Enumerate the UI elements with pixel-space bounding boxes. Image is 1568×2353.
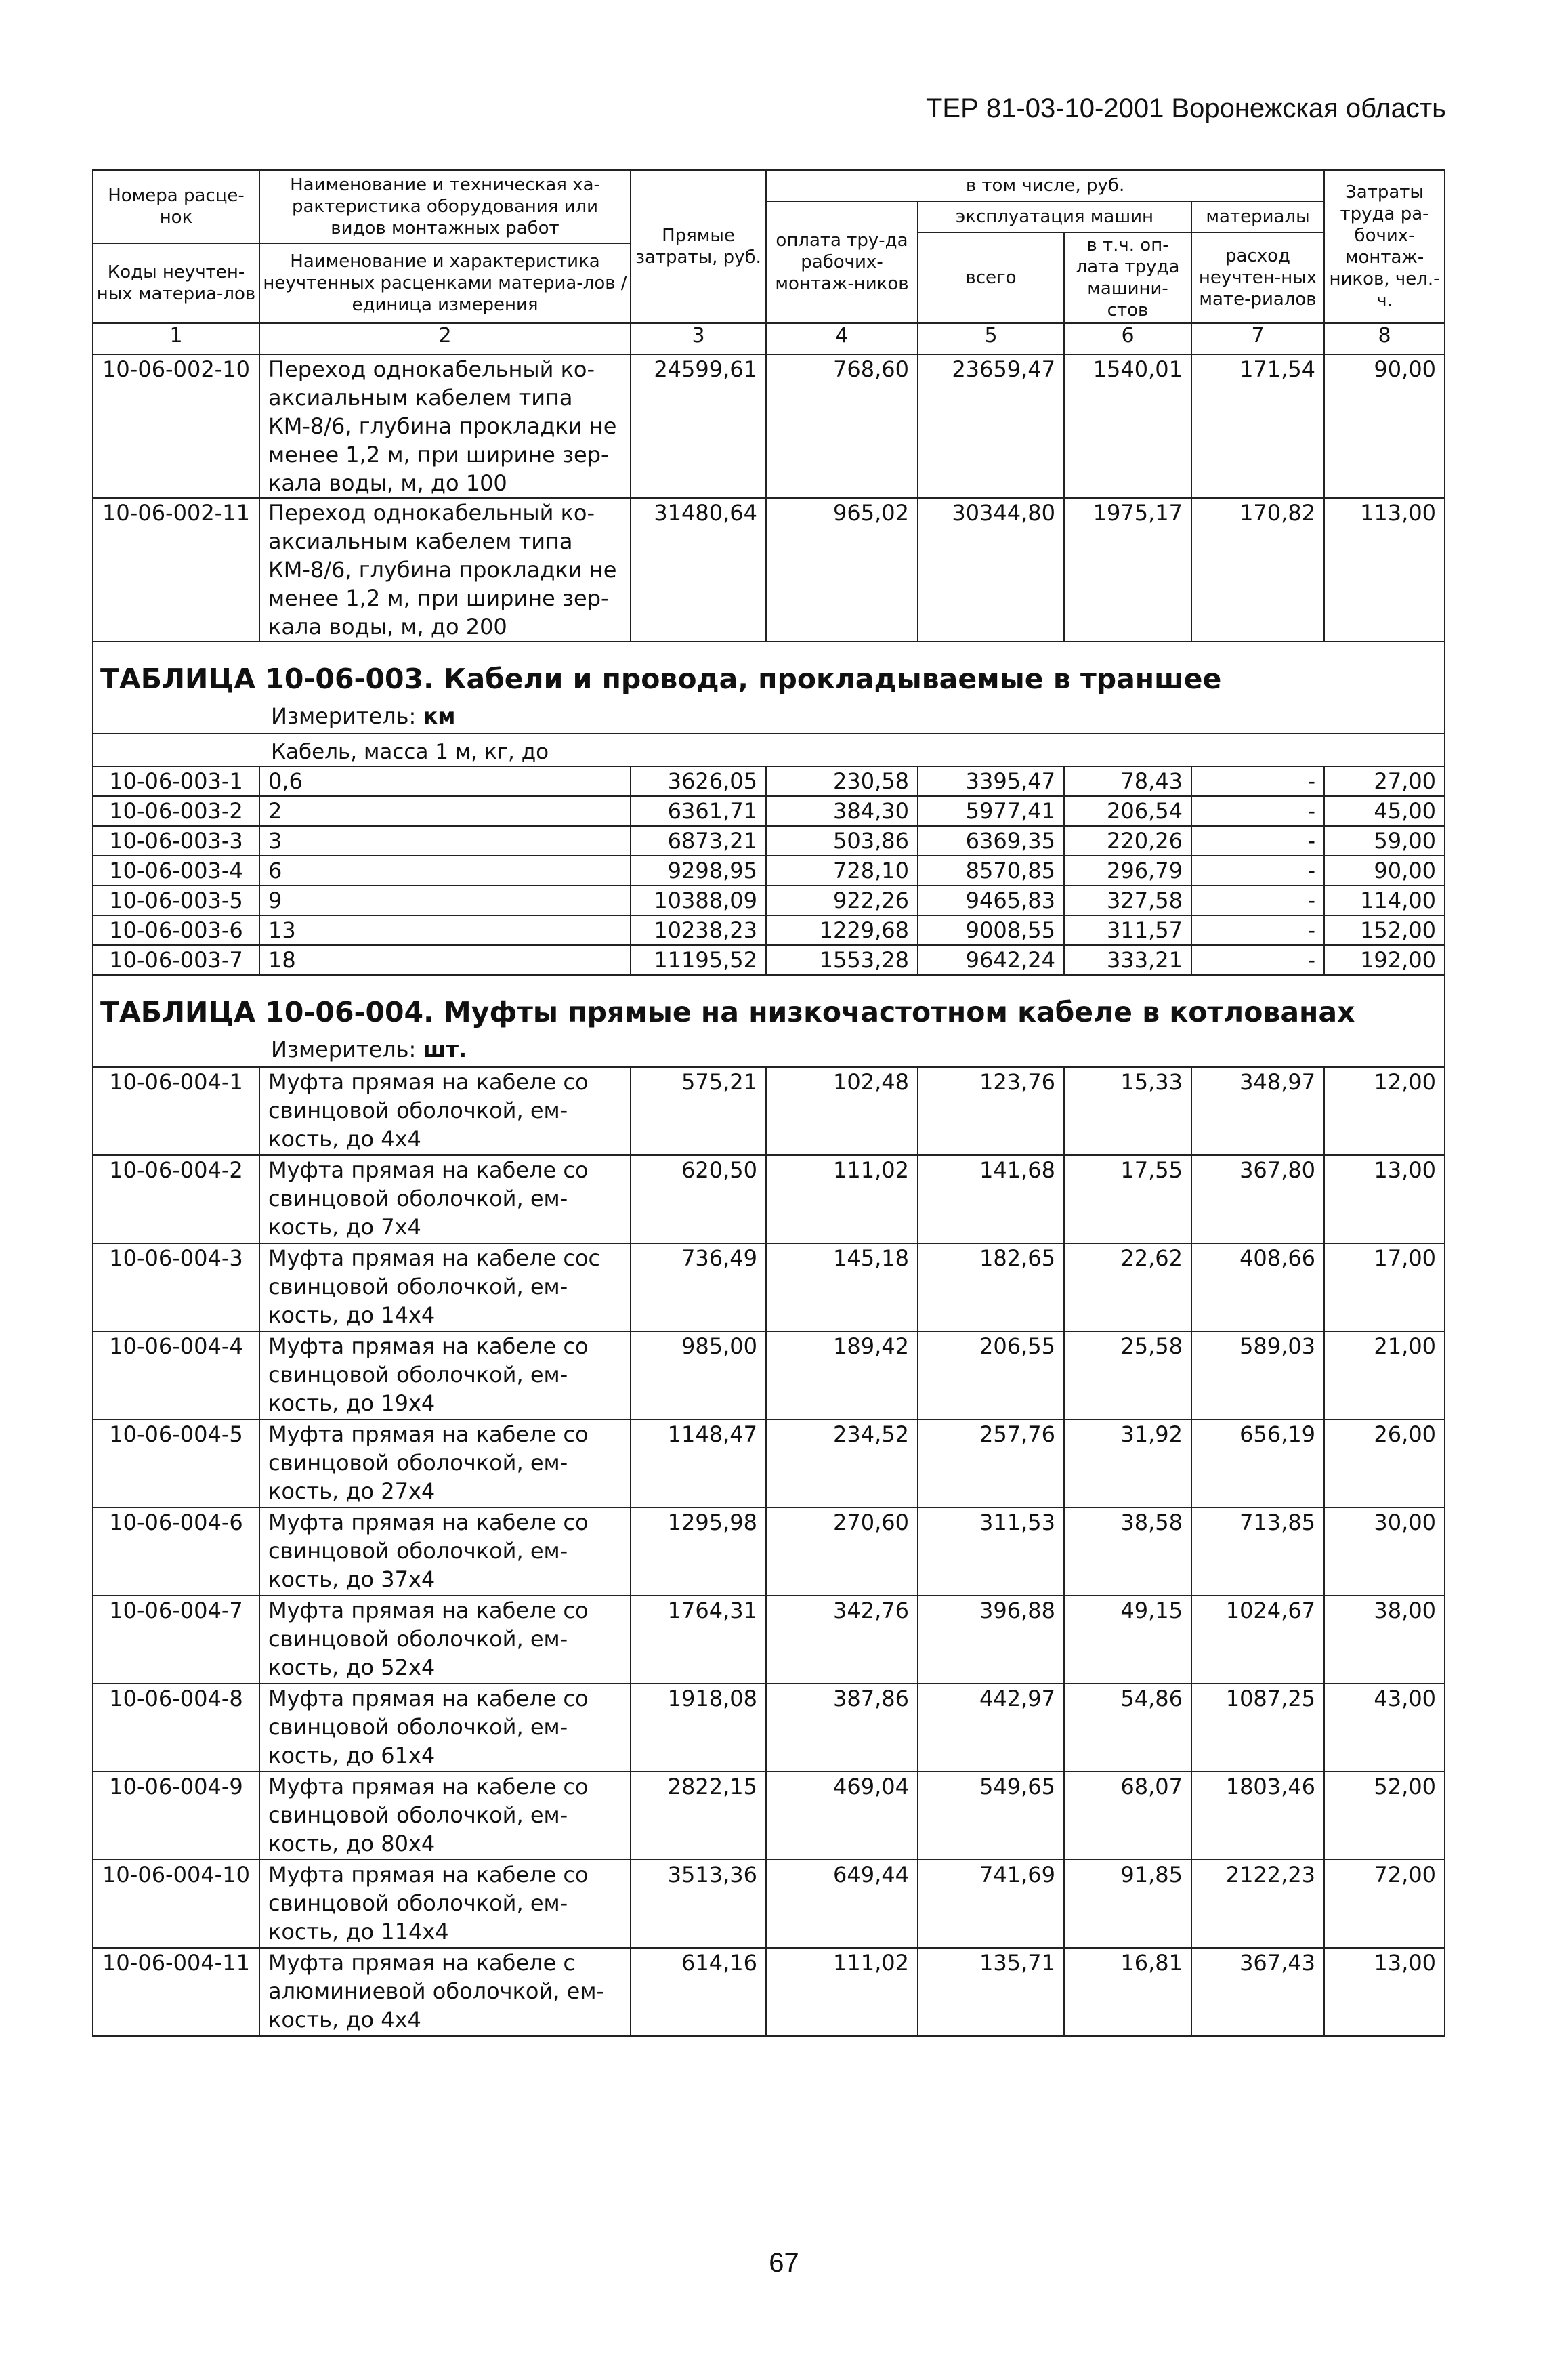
value-c4: 189,42 bbox=[766, 1331, 918, 1419]
col-number: 4 bbox=[766, 323, 918, 354]
rate-code: 10-06-004-3 bbox=[93, 1243, 259, 1331]
header-materials-use: расход неучтен-ных мате-риалов bbox=[1191, 232, 1324, 323]
table-row bbox=[93, 1948, 1445, 2036]
header-incl-group: в том числе, руб. bbox=[766, 170, 1324, 201]
rate-code: 10-06-004-5 bbox=[93, 1419, 259, 1507]
value-c5: 6369,35 bbox=[918, 826, 1064, 856]
work-name: Муфта прямая на кабеле со свинцовой оболочкой, ем-кость, до 27х4 bbox=[259, 1419, 631, 1507]
value-c6: 25,58 bbox=[1064, 1331, 1191, 1419]
header-material-codes: Коды неучтен-ных материа-лов bbox=[93, 243, 259, 323]
value-c4: 384,30 bbox=[766, 796, 918, 826]
col-number: 5 bbox=[918, 323, 1064, 354]
value-c6: 68,07 bbox=[1064, 1772, 1191, 1860]
work-name: Переход однокабельный ко-аксиальным кабелем типа КМ-8/6, глубина прокладки не менее 1,2 м, при ширине зер-кала воды, м, до 100 bbox=[259, 354, 631, 498]
col-number: 8 bbox=[1324, 323, 1445, 354]
table-row bbox=[93, 1331, 1445, 1419]
value-c5: 23659,47 bbox=[918, 354, 1064, 498]
page-number: 67 bbox=[769, 2248, 799, 2278]
value-c5: 135,71 bbox=[918, 1948, 1064, 2036]
value-c3: 3626,05 bbox=[631, 766, 766, 796]
col-number: 7 bbox=[1191, 323, 1324, 354]
work-name: Муфта прямая на кабеле со свинцовой оболочкой, ем-кость, до 80х4 bbox=[259, 1772, 631, 1860]
unit-value: км bbox=[423, 703, 456, 729]
value-c8: 72,00 bbox=[1324, 1860, 1445, 1948]
work-name: Муфта прямая на кабеле с алюминиевой оболочкой, ем-кость, до 4х4 bbox=[259, 1948, 631, 2036]
unit-label: Измеритель: bbox=[271, 1037, 417, 1062]
rate-code: 10-06-003-3 bbox=[93, 826, 259, 856]
value-c6: 220,26 bbox=[1064, 826, 1191, 856]
value-c7: 367,80 bbox=[1191, 1155, 1324, 1243]
rate-code: 10-06-002-11 bbox=[93, 498, 259, 642]
value-c7: 367,43 bbox=[1191, 1948, 1324, 2036]
value-c4: 387,86 bbox=[766, 1684, 918, 1772]
value-c3: 11195,52 bbox=[631, 945, 766, 975]
value-c5: 9008,55 bbox=[918, 915, 1064, 945]
value-c7: 1087,25 bbox=[1191, 1684, 1324, 1772]
value-c7: 2122,23 bbox=[1191, 1860, 1324, 1948]
rate-code: 10-06-003-5 bbox=[93, 886, 259, 915]
header-workers-pay: оплата тру-да рабочих-монтаж-ников bbox=[766, 201, 918, 323]
value-c7: - bbox=[1191, 886, 1324, 915]
value-c3: 6361,71 bbox=[631, 796, 766, 826]
value-c6: 15,33 bbox=[1064, 1067, 1191, 1155]
value-c8: 13,00 bbox=[1324, 1155, 1445, 1243]
value-c8: 52,00 bbox=[1324, 1772, 1445, 1860]
value-c5: 741,69 bbox=[918, 1860, 1064, 1948]
table-row bbox=[93, 1596, 1445, 1684]
value-c8: 13,00 bbox=[1324, 1948, 1445, 2036]
work-name: Муфта прямая на кабеле сос свинцовой оболочкой, ем-кость, до 14х4 bbox=[259, 1243, 631, 1331]
value-c5: 8570,85 bbox=[918, 856, 1064, 886]
value-c7: - bbox=[1191, 826, 1324, 856]
value-c7: 348,97 bbox=[1191, 1067, 1324, 1155]
work-name: Муфта прямая на кабеле со свинцовой оболочкой, ем-кость, до 37х4 bbox=[259, 1507, 631, 1596]
col-number: 2 bbox=[259, 323, 631, 354]
table-row bbox=[93, 1772, 1445, 1860]
value-c3: 985,00 bbox=[631, 1331, 766, 1419]
rates-table bbox=[92, 169, 1445, 2037]
work-name: 9 bbox=[259, 886, 631, 915]
table-title: ТАБЛИЦА 10-06-004. Муфты прямые на низкочастотном кабеле в котлованах bbox=[93, 975, 1445, 1033]
value-c6: 17,55 bbox=[1064, 1155, 1191, 1243]
value-c8: 26,00 bbox=[1324, 1419, 1445, 1507]
value-c4: 234,52 bbox=[766, 1419, 918, 1507]
value-c6: 327,58 bbox=[1064, 886, 1191, 915]
table-row bbox=[93, 796, 1445, 826]
header-name-cell: Наименование и техническая ха-рактеристика оборудования или видов монтажных работ bbox=[259, 170, 631, 243]
header-machines-group: эксплуатация машин bbox=[918, 201, 1191, 232]
value-c7: 170,82 bbox=[1191, 498, 1324, 642]
col-number: 3 bbox=[631, 323, 766, 354]
header-machines-total: всего bbox=[918, 232, 1064, 323]
unit-label: Измеритель: bbox=[271, 703, 417, 729]
value-c7: 408,66 bbox=[1191, 1243, 1324, 1331]
col-number: 1 bbox=[93, 323, 259, 354]
value-c4: 111,02 bbox=[766, 1948, 918, 2036]
work-name: 2 bbox=[259, 796, 631, 826]
value-c4: 728,10 bbox=[766, 856, 918, 886]
value-c3: 614,16 bbox=[631, 1948, 766, 2036]
value-c6: 31,92 bbox=[1064, 1419, 1191, 1507]
work-name: Муфта прямая на кабеле со свинцовой оболочкой, ем-кость, до 4х4 bbox=[259, 1067, 631, 1155]
value-c3: 1148,47 bbox=[631, 1419, 766, 1507]
table-row bbox=[93, 354, 1445, 498]
value-c6: 91,85 bbox=[1064, 1860, 1191, 1948]
value-c7: 1803,46 bbox=[1191, 1772, 1324, 1860]
value-c5: 9465,83 bbox=[918, 886, 1064, 915]
value-c8: 45,00 bbox=[1324, 796, 1445, 826]
table-row bbox=[93, 1419, 1445, 1507]
rate-code: 10-06-004-6 bbox=[93, 1507, 259, 1596]
value-c8: 21,00 bbox=[1324, 1331, 1445, 1419]
value-c4: 768,60 bbox=[766, 354, 918, 498]
value-c5: 311,53 bbox=[918, 1507, 1064, 1596]
value-c5: 442,97 bbox=[918, 1684, 1064, 1772]
value-c6: 78,43 bbox=[1064, 766, 1191, 796]
value-c8: 12,00 bbox=[1324, 1067, 1445, 1155]
table-row bbox=[93, 766, 1445, 796]
value-c8: 38,00 bbox=[1324, 1596, 1445, 1684]
value-c8: 30,00 bbox=[1324, 1507, 1445, 1596]
value-c3: 24599,61 bbox=[631, 354, 766, 498]
value-c6: 1975,17 bbox=[1064, 498, 1191, 642]
work-name: Муфта прямая на кабеле со свинцовой оболочкой, ем-кость, до 114х4 bbox=[259, 1860, 631, 1948]
value-c6: 22,62 bbox=[1064, 1243, 1191, 1331]
value-c4: 145,18 bbox=[766, 1243, 918, 1331]
rate-code: 10-06-004-2 bbox=[93, 1155, 259, 1243]
work-name: 0,6 bbox=[259, 766, 631, 796]
value-c6: 16,81 bbox=[1064, 1948, 1191, 2036]
value-c7: 1024,67 bbox=[1191, 1596, 1324, 1684]
value-c5: 123,76 bbox=[918, 1067, 1064, 1155]
value-c5: 141,68 bbox=[918, 1155, 1064, 1243]
work-name: Муфта прямая на кабеле со свинцовой оболочкой, ем-кость, до 19х4 bbox=[259, 1331, 631, 1419]
header-labor-hours: Затраты труда ра-бочих-монтаж-ников, чел.-ч. bbox=[1324, 170, 1445, 323]
table-row bbox=[93, 1243, 1445, 1331]
rate-code: 10-06-003-6 bbox=[93, 915, 259, 945]
table-row bbox=[93, 915, 1445, 945]
value-c8: 152,00 bbox=[1324, 915, 1445, 945]
value-c3: 2822,15 bbox=[631, 1772, 766, 1860]
work-name: Муфта прямая на кабеле со свинцовой оболочкой, ем-кость, до 7х4 bbox=[259, 1155, 631, 1243]
table-row bbox=[93, 1860, 1445, 1948]
unit-line bbox=[93, 1033, 1445, 1067]
table-row bbox=[93, 856, 1445, 886]
work-name: 13 bbox=[259, 915, 631, 945]
value-c5: 396,88 bbox=[918, 1596, 1064, 1684]
rate-code: 10-06-003-2 bbox=[93, 796, 259, 826]
work-name: 18 bbox=[259, 945, 631, 975]
rate-code: 10-06-003-4 bbox=[93, 856, 259, 886]
value-c8: 17,00 bbox=[1324, 1243, 1445, 1331]
table-row bbox=[93, 1067, 1445, 1155]
value-c5: 206,55 bbox=[918, 1331, 1064, 1419]
value-c4: 503,86 bbox=[766, 826, 918, 856]
value-c4: 342,76 bbox=[766, 1596, 918, 1684]
header-machinists-pay: в т.ч. оп-лата труда машини-стов bbox=[1064, 232, 1191, 323]
rate-code: 10-06-003-1 bbox=[93, 766, 259, 796]
table-subtitle: Кабель, масса 1 м, кг, до bbox=[93, 734, 1445, 766]
value-c7: - bbox=[1191, 796, 1324, 826]
rate-code: 10-06-004-11 bbox=[93, 1948, 259, 2036]
value-c7: 589,03 bbox=[1191, 1331, 1324, 1419]
value-c8: 59,00 bbox=[1324, 826, 1445, 856]
value-c8: 27,00 bbox=[1324, 766, 1445, 796]
rate-code: 10-06-004-8 bbox=[93, 1684, 259, 1772]
table-row bbox=[93, 1155, 1445, 1243]
value-c3: 31480,64 bbox=[631, 498, 766, 642]
rate-code: 10-06-004-7 bbox=[93, 1596, 259, 1684]
table-row bbox=[93, 498, 1445, 642]
value-c5: 182,65 bbox=[918, 1243, 1064, 1331]
value-c6: 1540,01 bbox=[1064, 354, 1191, 498]
unit-value: шт. bbox=[423, 1037, 467, 1062]
rate-code: 10-06-003-7 bbox=[93, 945, 259, 975]
value-c6: 311,57 bbox=[1064, 915, 1191, 945]
work-name: 6 bbox=[259, 856, 631, 886]
value-c4: 965,02 bbox=[766, 498, 918, 642]
value-c8: 113,00 bbox=[1324, 498, 1445, 642]
work-name: 3 bbox=[259, 826, 631, 856]
rate-code: 10-06-002-10 bbox=[93, 354, 259, 498]
value-c8: 192,00 bbox=[1324, 945, 1445, 975]
value-c4: 922,26 bbox=[766, 886, 918, 915]
col-number: 6 bbox=[1064, 323, 1191, 354]
header-materials-group: материалы bbox=[1191, 201, 1324, 232]
value-c4: 102,48 bbox=[766, 1067, 918, 1155]
rate-code: 10-06-004-4 bbox=[93, 1331, 259, 1419]
value-c8: 90,00 bbox=[1324, 354, 1445, 498]
value-c7: - bbox=[1191, 766, 1324, 796]
value-c5: 5977,41 bbox=[918, 796, 1064, 826]
work-name: Муфта прямая на кабеле со свинцовой оболочкой, ем-кость, до 61х4 bbox=[259, 1684, 631, 1772]
table-row bbox=[93, 886, 1445, 915]
value-c4: 230,58 bbox=[766, 766, 918, 796]
value-c3: 1918,08 bbox=[631, 1684, 766, 1772]
unit-line bbox=[93, 699, 1445, 734]
value-c4: 111,02 bbox=[766, 1155, 918, 1243]
value-c4: 270,60 bbox=[766, 1507, 918, 1596]
work-name: Переход однокабельный ко-аксиальным кабелем типа КМ-8/6, глубина прокладки не менее 1,2 м, при ширине зер-кала воды, м, до 200 bbox=[259, 498, 631, 642]
value-c8: 90,00 bbox=[1324, 856, 1445, 886]
value-c7: 171,54 bbox=[1191, 354, 1324, 498]
table-row bbox=[93, 1684, 1445, 1772]
rate-code: 10-06-004-1 bbox=[93, 1067, 259, 1155]
value-c6: 296,79 bbox=[1064, 856, 1191, 886]
header-codes-cell: Номера расце-нок bbox=[93, 170, 259, 243]
header-direct-costs: Прямые затраты, руб. bbox=[631, 170, 766, 323]
value-c3: 620,50 bbox=[631, 1155, 766, 1243]
value-c3: 6873,21 bbox=[631, 826, 766, 856]
value-c8: 43,00 bbox=[1324, 1684, 1445, 1772]
value-c4: 1229,68 bbox=[766, 915, 918, 945]
table-row bbox=[93, 945, 1445, 975]
value-c4: 1553,28 bbox=[766, 945, 918, 975]
value-c4: 649,44 bbox=[766, 1860, 918, 1948]
value-c6: 38,58 bbox=[1064, 1507, 1191, 1596]
value-c4: 469,04 bbox=[766, 1772, 918, 1860]
value-c3: 575,21 bbox=[631, 1067, 766, 1155]
value-c5: 257,76 bbox=[918, 1419, 1064, 1507]
value-c3: 3513,36 bbox=[631, 1860, 766, 1948]
table-row bbox=[93, 826, 1445, 856]
value-c7: 713,85 bbox=[1191, 1507, 1324, 1596]
value-c7: - bbox=[1191, 856, 1324, 886]
value-c3: 1295,98 bbox=[631, 1507, 766, 1596]
value-c5: 3395,47 bbox=[918, 766, 1064, 796]
value-c5: 9642,24 bbox=[918, 945, 1064, 975]
table-title: ТАБЛИЦА 10-06-003. Кабели и провода, прокладываемые в траншее bbox=[93, 642, 1445, 699]
rate-code: 10-06-004-9 bbox=[93, 1772, 259, 1860]
work-name: Муфта прямая на кабеле со свинцовой оболочкой, ем-кость, до 52х4 bbox=[259, 1596, 631, 1684]
value-c6: 49,15 bbox=[1064, 1596, 1191, 1684]
value-c5: 549,65 bbox=[918, 1772, 1064, 1860]
value-c3: 9298,95 bbox=[631, 856, 766, 886]
value-c3: 736,49 bbox=[631, 1243, 766, 1331]
value-c3: 1764,31 bbox=[631, 1596, 766, 1684]
rate-code: 10-06-004-10 bbox=[93, 1860, 259, 1948]
value-c5: 30344,80 bbox=[918, 498, 1064, 642]
value-c6: 333,21 bbox=[1064, 945, 1191, 975]
value-c8: 114,00 bbox=[1324, 886, 1445, 915]
value-c3: 10238,23 bbox=[631, 915, 766, 945]
header-material-names: Наименование и характеристика неучтенных расценками материа-лов / единица измерения bbox=[259, 243, 631, 323]
value-c6: 54,86 bbox=[1064, 1684, 1191, 1772]
table-row bbox=[93, 1507, 1445, 1596]
value-c7: 656,19 bbox=[1191, 1419, 1324, 1507]
value-c7: - bbox=[1191, 945, 1324, 975]
value-c3: 10388,09 bbox=[631, 886, 766, 915]
value-c6: 206,54 bbox=[1064, 796, 1191, 826]
value-c7: - bbox=[1191, 915, 1324, 945]
document-header: ТЕР 81-03-10-2001 Воронежская область bbox=[925, 93, 1446, 123]
